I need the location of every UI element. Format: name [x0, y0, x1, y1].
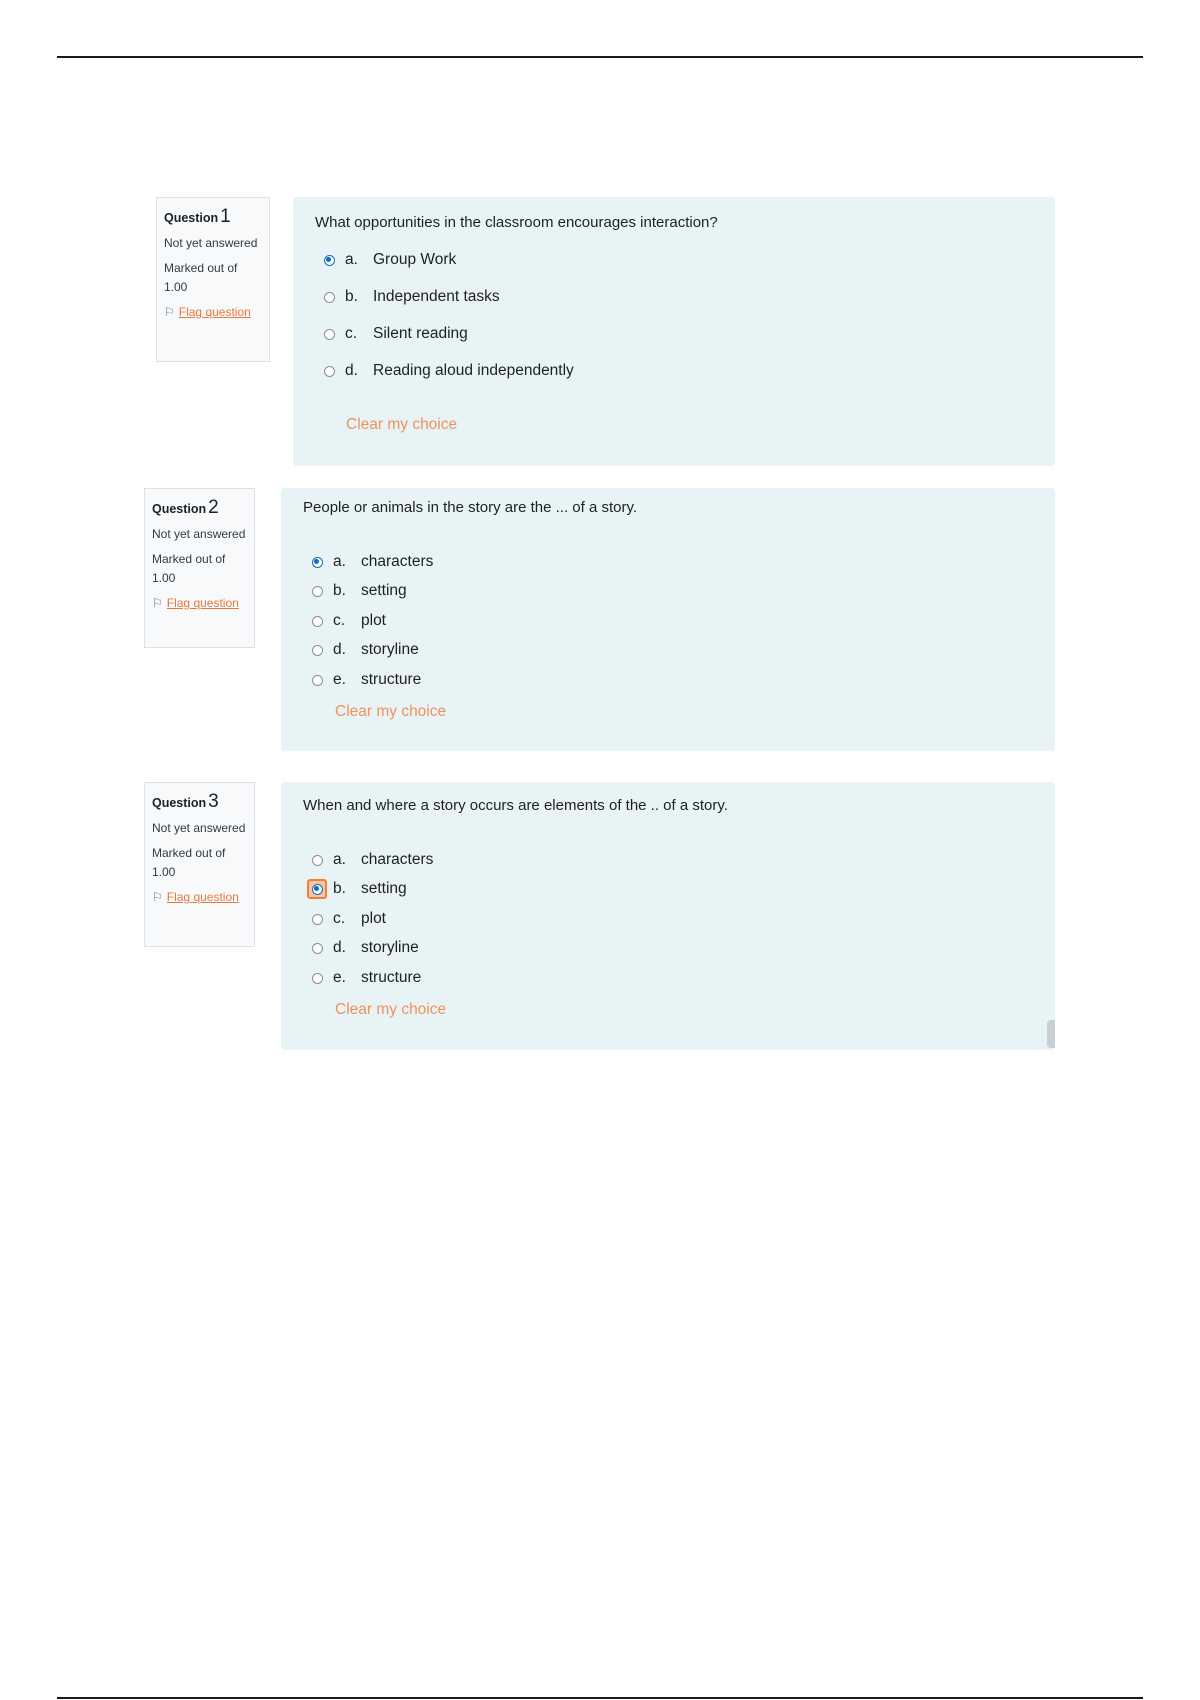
answer-option-b[interactable]	[319, 287, 500, 307]
scroll-handle[interactable]	[1047, 1020, 1055, 1048]
question-text: When and where a story occurs are elements of the .. of a story.	[303, 797, 728, 814]
answer-option-d[interactable]	[307, 938, 419, 958]
clear-choice-link[interactable]: Clear my choice	[335, 1001, 447, 1018]
page-bottom-rule	[57, 1697, 1143, 1699]
answer-option-d[interactable]	[319, 361, 574, 381]
radio-button[interactable]	[312, 943, 323, 954]
question-content	[281, 782, 1055, 1050]
answer-text: setting	[361, 582, 407, 599]
radio-button[interactable]	[312, 586, 323, 597]
question-info	[156, 197, 270, 362]
answer-option-c[interactable]	[307, 611, 386, 631]
page-top-rule	[57, 56, 1143, 58]
answer-option-c[interactable]	[307, 909, 386, 929]
radio-button[interactable]	[312, 645, 323, 656]
answer-letter: d.	[333, 641, 346, 658]
question-state: Not yet answered	[152, 527, 246, 541]
radio-button[interactable]	[312, 884, 323, 895]
focus-outline	[307, 879, 327, 899]
radio-button[interactable]	[324, 255, 335, 266]
answer-text: Independent tasks	[373, 288, 500, 305]
flag-icon: ⚐	[164, 305, 175, 319]
answer-letter: c.	[333, 910, 346, 927]
answer-option-c[interactable]	[319, 324, 468, 344]
flag-question-button[interactable]	[164, 305, 263, 319]
flag-question-link[interactable]: Flag question	[166, 890, 239, 904]
flag-question-button[interactable]	[152, 890, 248, 904]
answer-letter: d.	[333, 939, 346, 956]
answer-text: Group Work	[373, 251, 457, 268]
radio-button[interactable]	[324, 366, 335, 377]
answer-letter: d.	[345, 362, 358, 379]
flag-question-link[interactable]: Flag question	[178, 305, 251, 319]
answer-text: structure	[361, 969, 422, 986]
radio-button[interactable]	[324, 329, 335, 340]
question-state: Not yet answered	[152, 821, 246, 835]
question-text: What opportunities in the classroom encourages interaction?	[315, 214, 718, 231]
answer-text: Silent reading	[373, 325, 468, 342]
radio-button[interactable]	[312, 616, 323, 627]
question-content	[293, 197, 1055, 466]
radio-button[interactable]	[312, 855, 323, 866]
answer-text: storyline	[361, 939, 419, 956]
answer-text: storyline	[361, 641, 419, 658]
radio-button[interactable]	[312, 973, 323, 984]
flag-question-button[interactable]	[152, 596, 248, 610]
question-text: People or animals in the story are the ... of a story.	[303, 499, 638, 516]
answer-option-e[interactable]	[307, 670, 421, 690]
flag-icon: ⚐	[152, 890, 163, 904]
answer-option-a[interactable]	[319, 250, 456, 270]
answer-text: characters	[361, 851, 434, 868]
radio-button[interactable]	[312, 914, 323, 925]
answer-option-b[interactable]	[307, 879, 407, 899]
answer-text: Reading aloud independently	[373, 362, 574, 379]
radio-button[interactable]	[312, 557, 323, 568]
flag-question-link[interactable]: Flag question	[166, 596, 239, 610]
answer-letter: a.	[345, 251, 358, 268]
question-number: Question 3	[152, 791, 219, 812]
answer-text: setting	[361, 880, 407, 897]
answer-text: plot	[361, 612, 386, 629]
answer-letter: c.	[333, 612, 346, 629]
radio-button[interactable]	[324, 292, 335, 303]
answer-text: characters	[361, 553, 434, 570]
answer-option-a[interactable]	[307, 552, 433, 572]
answer-option-d[interactable]	[307, 640, 419, 660]
question-number: Question 1	[164, 206, 231, 227]
answer-letter: b.	[333, 880, 346, 897]
answer-text: structure	[361, 671, 422, 688]
question-grade: Marked out of 1.00	[152, 846, 226, 879]
answer-option-e[interactable]	[307, 968, 421, 988]
answer-text: plot	[361, 910, 386, 927]
question-grade: Marked out of 1.00	[152, 552, 226, 585]
question-grade: Marked out of 1.00	[164, 261, 238, 294]
answer-letter: c.	[345, 325, 358, 342]
clear-choice-link[interactable]: Clear my choice	[346, 416, 458, 433]
question-number: Question 2	[152, 497, 219, 518]
question-info	[144, 782, 255, 947]
clear-choice-link[interactable]: Clear my choice	[335, 703, 447, 720]
answer-letter: b.	[333, 582, 346, 599]
answer-option-b[interactable]	[307, 581, 407, 601]
answer-letter: b.	[345, 288, 358, 305]
question-content	[281, 488, 1055, 751]
answer-letter: a.	[333, 851, 346, 868]
question-state: Not yet answered	[164, 236, 258, 250]
question-info	[144, 488, 255, 648]
answer-letter: e.	[333, 969, 346, 986]
flag-icon: ⚐	[152, 596, 163, 610]
answer-option-a[interactable]	[307, 850, 433, 870]
answer-letter: a.	[333, 553, 346, 570]
answer-letter: e.	[333, 671, 346, 688]
radio-button[interactable]	[312, 675, 323, 686]
